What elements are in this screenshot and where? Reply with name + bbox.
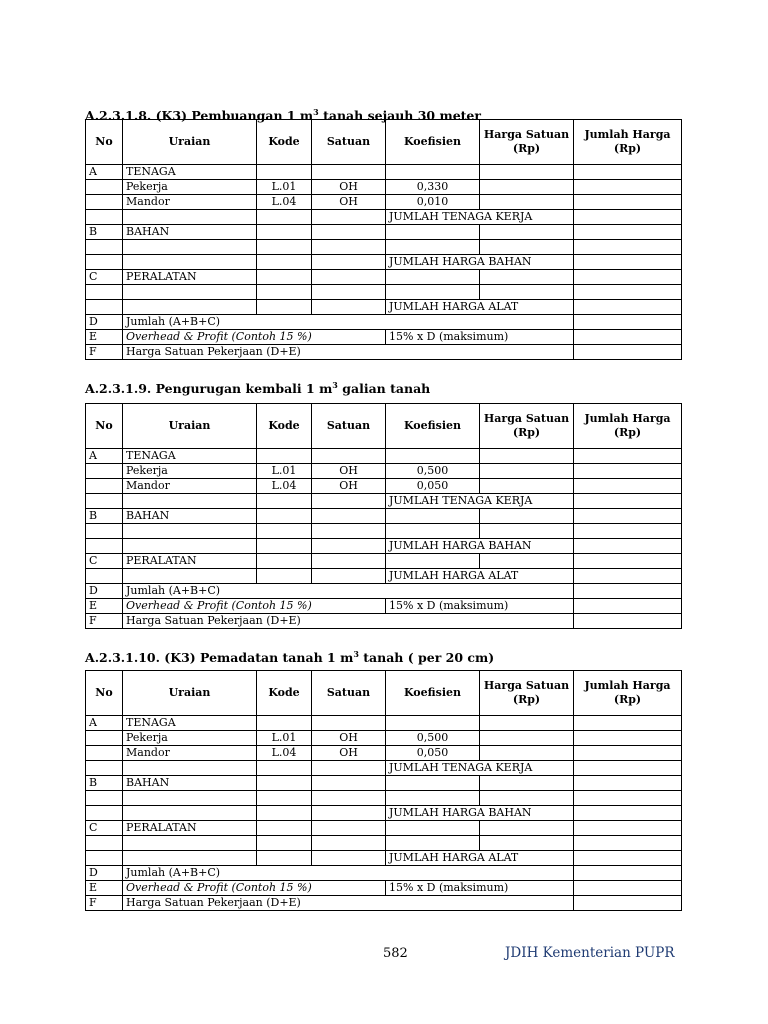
subtotal-label: JUMLAH HARGA BAHAN: [386, 255, 574, 270]
subtotal-label: JUMLAH HARGA BAHAN: [386, 539, 574, 554]
header-satuan: Satuan: [312, 671, 386, 716]
row-label: BAHAN: [123, 776, 257, 791]
row-label: PERALATAN: [123, 270, 257, 285]
table-row: [86, 449, 682, 464]
analysis-table: [85, 403, 682, 629]
table-row: [86, 539, 682, 554]
table-row: [86, 225, 682, 240]
table-row: [86, 806, 682, 821]
row-code: A: [86, 716, 123, 731]
overhead-formula: 15% x D (maksimum): [386, 881, 574, 896]
row-label: Jumlah (A+B+C): [123, 315, 574, 330]
overhead-formula: 15% x D (maksimum): [386, 330, 574, 345]
row-label: Harga Satuan Pekerjaan (D+E): [123, 896, 574, 911]
table-row: [86, 330, 682, 345]
header-uraian: Uraian: [123, 120, 257, 165]
row-label: Harga Satuan Pekerjaan (D+E): [123, 345, 574, 360]
table-row: [86, 195, 682, 210]
table-row: [86, 584, 682, 599]
row-code: E: [86, 599, 123, 614]
row-code: D: [86, 866, 123, 881]
row-satuan: OH: [312, 479, 386, 494]
row-code: C: [86, 821, 123, 836]
header-jumlah-harga: Jumlah Harga (Rp): [574, 671, 682, 716]
subtotal-label: JUMLAH TENAGA KERJA: [386, 761, 574, 776]
superscript: 3: [313, 107, 319, 117]
row-koefisien: 0,500: [386, 731, 480, 746]
row-koefisien: 0,050: [386, 479, 480, 494]
row-label: Overhead & Profit (Contoh 15 %): [123, 599, 386, 614]
section-title: [85, 646, 495, 666]
header-uraian: Uraian: [123, 404, 257, 449]
subtotal-label: JUMLAH HARGA ALAT: [386, 569, 574, 584]
subtotal-label: JUMLAH HARGA ALAT: [386, 300, 574, 315]
header-no: No: [86, 404, 123, 449]
section-title: [85, 377, 431, 397]
row-kode: L.01: [257, 180, 312, 195]
row-kode: L.04: [257, 479, 312, 494]
row-code: B: [86, 776, 123, 791]
row-label: TENAGA: [123, 716, 257, 731]
header-koefisien: Koefisien: [386, 671, 480, 716]
row-code: D: [86, 584, 123, 599]
row-label: Mandor: [123, 479, 257, 494]
header-satuan: Satuan: [312, 404, 386, 449]
section-title-text: A.2.3.1.8. (K3) Pembuangan 1 m: [85, 108, 314, 124]
header-satuan: Satuan: [312, 120, 386, 165]
table-row: [86, 524, 682, 539]
row-code: C: [86, 270, 123, 285]
table-row: [86, 165, 682, 180]
row-code: C: [86, 554, 123, 569]
row-label: Harga Satuan Pekerjaan (D+E): [123, 614, 574, 629]
row-kode: L.01: [257, 731, 312, 746]
row-koefisien: 0,050: [386, 746, 480, 761]
section-title-text: A.2.3.1.9. Pengurugan kembali 1 m: [85, 381, 333, 397]
analysis-table: [85, 119, 682, 360]
table-row: [86, 479, 682, 494]
table-row: [86, 464, 682, 479]
table-row: [86, 285, 682, 300]
table-header-row: [86, 671, 682, 716]
row-label: PERALATAN: [123, 554, 257, 569]
row-label: BAHAN: [123, 225, 257, 240]
header-koefisien: Koefisien: [386, 404, 480, 449]
table-row: [86, 599, 682, 614]
table-row: [86, 240, 682, 255]
footer-brand: JDIH Kementerian PUPR: [505, 945, 675, 961]
table-row: [86, 569, 682, 584]
row-code: A: [86, 449, 123, 464]
row-label: Pekerja: [123, 731, 257, 746]
row-label: TENAGA: [123, 165, 257, 180]
analysis-table: [85, 670, 682, 911]
table-row: [86, 776, 682, 791]
row-label: BAHAN: [123, 509, 257, 524]
row-satuan: OH: [312, 195, 386, 210]
subtotal-label: JUMLAH TENAGA KERJA: [386, 494, 574, 509]
row-koefisien: 0,500: [386, 464, 480, 479]
row-code: F: [86, 614, 123, 629]
row-koefisien: 0,330: [386, 180, 480, 195]
row-code: D: [86, 315, 123, 330]
header-koefisien: Koefisien: [386, 120, 480, 165]
row-label: Pekerja: [123, 180, 257, 195]
section-title-text: A.2.3.1.10. (K3) Pemadatan tanah 1 m: [85, 650, 354, 666]
header-harga-satuan: Harga Satuan (Rp): [480, 404, 574, 449]
section-title-text: tanah ( per 20 cm): [358, 650, 495, 666]
table-row: [86, 746, 682, 761]
row-label: TENAGA: [123, 449, 257, 464]
table-row: [86, 836, 682, 851]
row-code: F: [86, 345, 123, 360]
header-no: No: [86, 671, 123, 716]
row-kode: L.04: [257, 195, 312, 210]
row-label: Mandor: [123, 746, 257, 761]
section-title: [85, 104, 481, 124]
row-kode: L.04: [257, 746, 312, 761]
table-row: [86, 210, 682, 225]
table-row: [86, 851, 682, 866]
row-satuan: OH: [312, 731, 386, 746]
row-code: B: [86, 225, 123, 240]
table-header-row: [86, 404, 682, 449]
row-label: Jumlah (A+B+C): [123, 584, 574, 599]
row-code: B: [86, 509, 123, 524]
table-row: [86, 791, 682, 806]
table-row: [86, 315, 682, 330]
header-jumlah-harga: Jumlah Harga (Rp): [574, 120, 682, 165]
row-code: F: [86, 896, 123, 911]
page-number: 582: [383, 946, 408, 961]
row-label: Mandor: [123, 195, 257, 210]
table-row: [86, 554, 682, 569]
row-kode: L.01: [257, 464, 312, 479]
table-row: [86, 761, 682, 776]
table-row: [86, 866, 682, 881]
table-row: [86, 300, 682, 315]
table-row: [86, 731, 682, 746]
table-row: [86, 255, 682, 270]
row-code: A: [86, 165, 123, 180]
header-kode: Kode: [257, 671, 312, 716]
row-label: Overhead & Profit (Contoh 15 %): [123, 330, 386, 345]
table-header-row: [86, 120, 682, 165]
row-label: Jumlah (A+B+C): [123, 866, 574, 881]
subtotal-label: JUMLAH HARGA ALAT: [386, 851, 574, 866]
table-row: [86, 614, 682, 629]
section-title-text: galian tanah: [337, 381, 431, 397]
subtotal-label: JUMLAH HARGA BAHAN: [386, 806, 574, 821]
overhead-formula: 15% x D (maksimum): [386, 599, 574, 614]
table-row: [86, 180, 682, 195]
header-harga-satuan: Harga Satuan (Rp): [480, 120, 574, 165]
header-kode: Kode: [257, 404, 312, 449]
subtotal-label: JUMLAH TENAGA KERJA: [386, 210, 574, 225]
row-label: PERALATAN: [123, 821, 257, 836]
table-row: [86, 896, 682, 911]
table-row: [86, 509, 682, 524]
header-no: No: [86, 120, 123, 165]
header-harga-satuan: Harga Satuan (Rp): [480, 671, 574, 716]
superscript: 3: [332, 380, 338, 390]
superscript: 3: [353, 649, 359, 659]
row-code: E: [86, 881, 123, 896]
row-satuan: OH: [312, 180, 386, 195]
row-koefisien: 0,010: [386, 195, 480, 210]
table-row: [86, 881, 682, 896]
row-code: E: [86, 330, 123, 345]
header-uraian: Uraian: [123, 671, 257, 716]
section-title-text: tanah sejauh 30 meter: [318, 108, 481, 124]
table-row: [86, 716, 682, 731]
row-satuan: OH: [312, 464, 386, 479]
table-row: [86, 494, 682, 509]
table-row: [86, 345, 682, 360]
row-satuan: OH: [312, 746, 386, 761]
header-kode: Kode: [257, 120, 312, 165]
header-jumlah-harga: Jumlah Harga (Rp): [574, 404, 682, 449]
table-row: [86, 821, 682, 836]
table-row: [86, 270, 682, 285]
row-label: Overhead & Profit (Contoh 15 %): [123, 881, 386, 896]
row-label: Pekerja: [123, 464, 257, 479]
